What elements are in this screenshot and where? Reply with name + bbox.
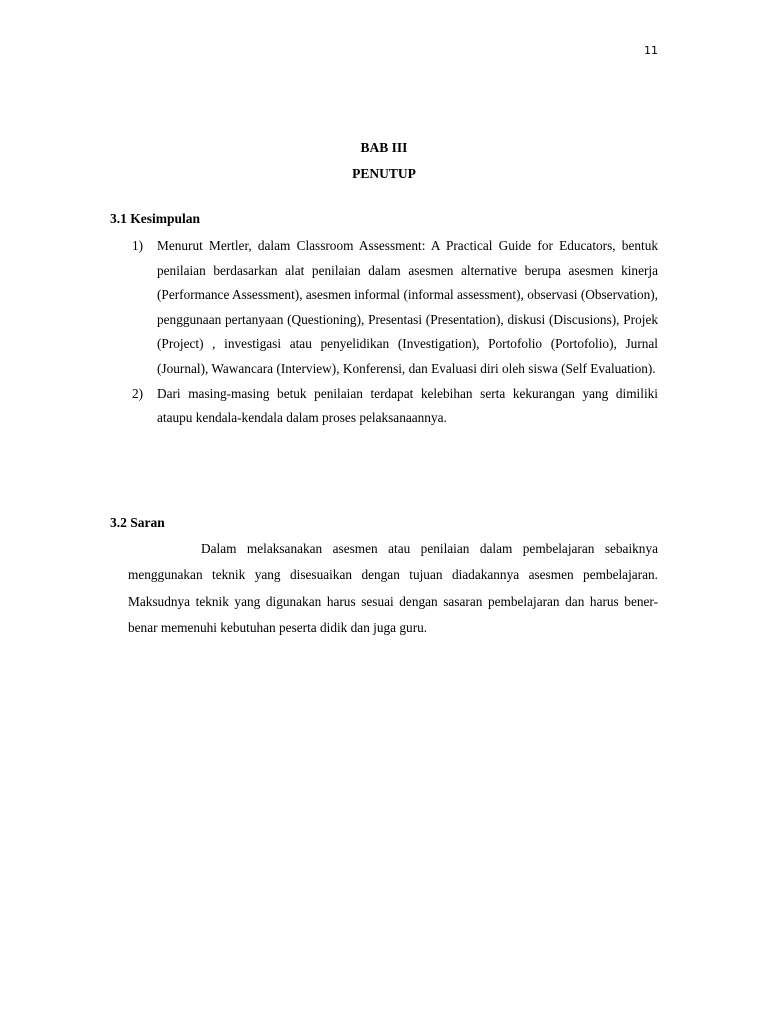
list-item xyxy=(132,234,658,382)
suggestion-paragraph: Dalam melaksanakan asesmen atau penilaian dalam pembelajaran sebaiknya menggunakan teknik yang disesuaikan dengan tujuan diadakannya asesmen pembelajaran. Maksudnya teknik yang digunakan harus sesuai dengan sasaran pembelajaran dan harus bener-benar memenuhi kebutuhan peserta didik dan juga guru. xyxy=(128,541,658,636)
chapter-heading xyxy=(228,135,540,187)
list-item-text: Dari masing-masing betuk penilaian terdapat kelebihan serta kekurangan yang dimiliki ataupu kendala-kendala dalam proses pelaksanaannya. xyxy=(157,385,658,426)
chapter-title: PENUTUP xyxy=(352,166,416,181)
section-title-kesimpulan: 3.1 Kesimpulan xyxy=(110,211,201,226)
conclusion-list xyxy=(132,234,658,431)
list-item-marker: 2) xyxy=(132,385,144,401)
list-item xyxy=(132,382,658,431)
page-number: 11 xyxy=(644,44,658,57)
section-title-saran: 3.2 Saran xyxy=(110,515,165,530)
chapter-label: BAB III xyxy=(360,140,408,155)
list-item-text: Menurut Mertler, dalam Classroom Assessment: A Practical Guide for Educators, bentuk penilaian berdasarkan alat penilaian dalam asesmen alternative berupa asesmen kinerja (Performance Assessment), asesmen informal (informal assessment), observasi (Observation), penggunaan pertanyaan (Questioning), Presentasi (Presentation), diskusi (Discusions), Projek (Project) , investigasi atau penyelidikan (Investigation), Portofolio (Portofolio), Jurnal (Journal), Wawancara (Interview), Konferensi, dan Evaluasi diri oleh siswa (Self Evaluation). xyxy=(157,238,658,376)
list-item-marker: 1) xyxy=(132,238,144,253)
